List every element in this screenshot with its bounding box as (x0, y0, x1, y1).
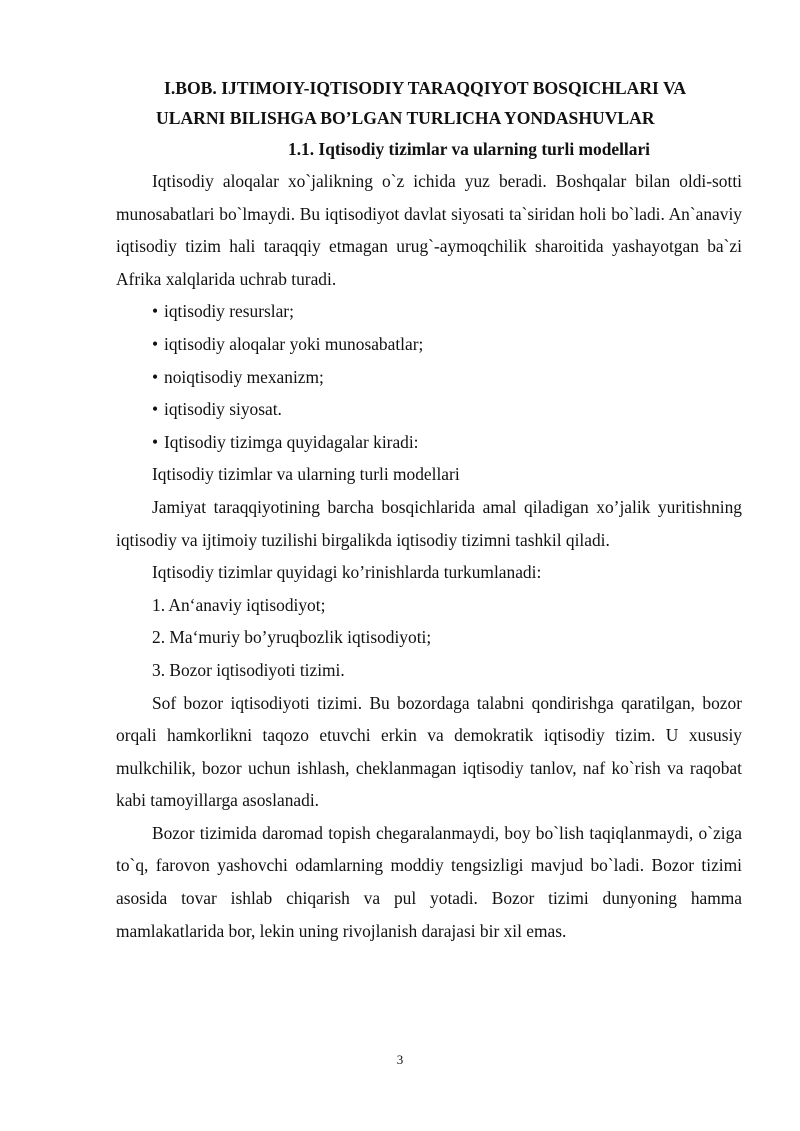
list-item-text: noiqtisodiy mexanizm; (164, 366, 324, 387)
list-item (116, 295, 742, 328)
list-item-text: iqtisodiy resurslar; (164, 301, 294, 322)
section-heading: 1.1. Iqtisodiy tizimlar va ularning turli modellari (288, 139, 650, 159)
list-item (116, 426, 742, 459)
classification-intro: Iqtisodiy tizimlar quyidagi ko’rinishlarda turkumlanadi: (152, 562, 542, 583)
chapter-heading-line-2: ULARNI BILISHGA BO’LGAN TURLICHA YONDASHUVLAR (156, 108, 655, 128)
chapter-heading-line-1: I.BOB. IJTIMOIY-IQTISODIY TARAQQIYOT BOSQICHLARI VA (164, 78, 687, 98)
page-content (116, 73, 742, 947)
list-item (116, 361, 742, 394)
classification-item: 1. An‘anaviy iqtisodiyot; (152, 594, 326, 615)
bullet-icon: • (152, 431, 159, 452)
list-item (116, 328, 742, 361)
list-item (116, 393, 742, 426)
paragraph-4: Bozor tizimida daromad topish chegaralanmaydi, boy bo`lish taqiqlanmaydi, o`ziga to`q, farovon yashovchi odamlarning moddiy tengsizligi mavjud bo`ladi. Bozor tizimi asosida tovar ishlab chiqarish va pul yotadi. Bozor tizimi dunyoning hamma mamlakatlarida bor, lekin uning rivojlanish darajasi bir xil emas. (116, 822, 742, 941)
page-number: 3 (396, 1052, 404, 1067)
paragraph-2: Jamiyat taraqqiyotining barcha bosqichlarida amal qiladigan xo’jalik yuritishning iqtisodiy va ijtimoiy tuzilishi birgalikda iqtisodiy tizimni tashkil qiladi. (116, 496, 742, 550)
bullet-icon: • (152, 366, 159, 387)
paragraph-1: Iqtisodiy aloqalar xo`jalikning o`z ichida yuz beradi. Boshqalar bilan oldi-sotti munosabatlari bo`lmaydi. Bu iqtisodiyot davlat siyosati ta`siridan holi bo`ladi. An`anaviy iqtisodiy tizim hali taraqqiy etmagan urug`-aymoqchilik sharoitida yashayotgan ba`zi Afrika xalqlarida uchrab turadi. (116, 171, 742, 289)
bullet-icon: • (152, 301, 159, 322)
list-item-text: iqtisodiy aloqalar yoki munosabatlar; (164, 333, 424, 354)
list-item-text: iqtisodiy siyosat. (164, 399, 282, 420)
paragraph-3: Sof bozor iqtisodiyoti tizimi. Bu bozordaga talabni qondirishga qaratilgan, bozor orqali hamkorlikni taqozo etuvchi erkin va demokratik iqtisodiy tizim. U xususiy mulkchilik, bozor uchun ishlash, cheklanmagan iqtisodiy tanlov, naf ko`rish va raqobat kabi tamoyillarga asoslanadi. (116, 692, 742, 811)
bullet-icon: • (152, 333, 159, 354)
plain-text-line: Iqtisodiy tizimlar va ularning turli modellari (152, 464, 460, 485)
classification-item: 2. Ma‘muriy bo’yruqbozlik iqtisodiyoti; (152, 627, 432, 648)
bullet-icon: • (152, 399, 159, 420)
list-item-text: Iqtisodiy tizimga quyidagalar kiradi: (164, 431, 419, 452)
classification-item: 3. Bozor iqtisodiyoti tizimi. (152, 659, 345, 680)
